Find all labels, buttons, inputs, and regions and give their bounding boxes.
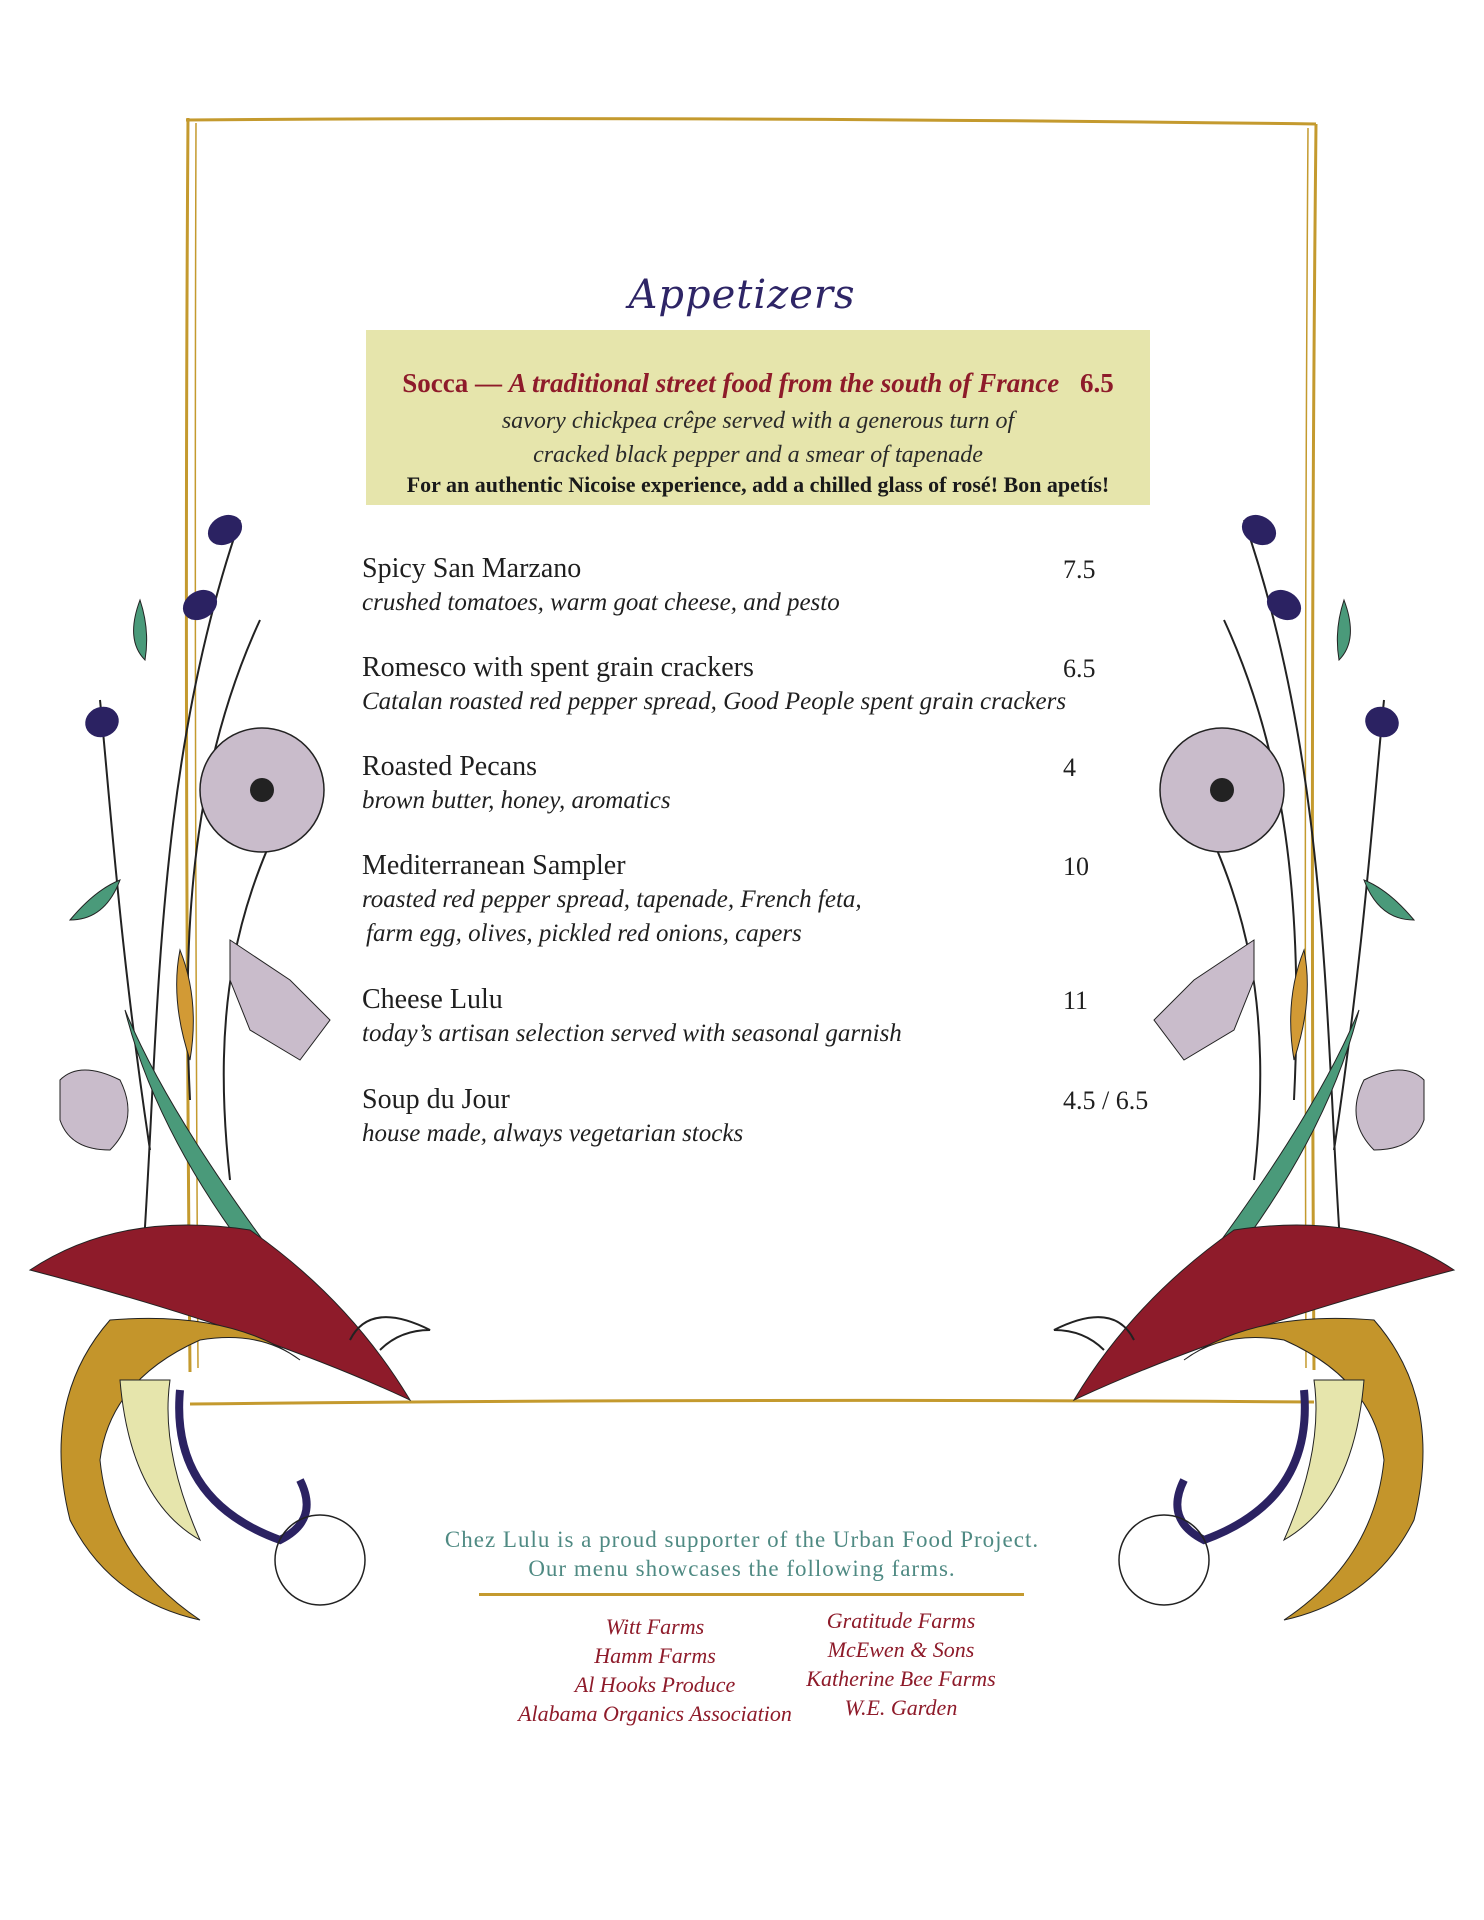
farm-name: Katherine Bee Farms xyxy=(806,1666,996,1691)
menu-item-description: today’s artisan selection served with seasonal garnish xyxy=(362,1020,902,1047)
menu-item-name: Roasted Pecans xyxy=(362,751,537,782)
supporter-statement: Chez Lulu is a proud supporter of the Urban Food Project. xyxy=(444,1527,1040,1552)
menu-item-description: Catalan roasted red pepper spread, Good People spent grain crackers xyxy=(362,688,1067,715)
menu-item-price: 11 xyxy=(1063,986,1089,1015)
menu-item-price: 10 xyxy=(1063,852,1089,881)
farm-name: W.E. Garden xyxy=(844,1695,958,1720)
menu-item-name: Spicy San Marzano xyxy=(362,553,582,584)
menu-item-name: Soup du Jour xyxy=(362,1084,510,1115)
menu-item-price: 4.5 / 6.5 xyxy=(1063,1086,1149,1115)
supporter-statement-2: Our menu showcases the following farms. xyxy=(528,1556,956,1581)
farm-name: Gratitude Farms xyxy=(826,1608,976,1633)
menu-item-price: 4 xyxy=(1063,753,1076,782)
farm-name: Alabama Organics Association xyxy=(518,1701,792,1726)
menu-item-description: brown butter, honey, aromatics xyxy=(362,787,671,814)
farm-name: Hamm Farms xyxy=(594,1643,716,1668)
farm-name: Witt Farms xyxy=(605,1614,705,1639)
menu-item-description: roasted red pepper spread, tapenade, French feta, xyxy=(362,886,862,913)
menu-item-price: 7.5 xyxy=(1063,555,1096,584)
menu-item-description: farm egg, olives, pickled red onions, capers xyxy=(366,920,802,947)
featured-item-name: Socca — xyxy=(402,368,502,398)
featured-item-description-1: savory chickpea crêpe served with a generous turn of xyxy=(501,408,1015,434)
floral-border-right xyxy=(1054,509,1454,1620)
menu-item-name: Cheese Lulu xyxy=(362,984,503,1015)
section-title: Appetizers xyxy=(628,272,856,318)
featured-item-description-2: cracked black pepper and a smear of tapenade xyxy=(533,442,983,468)
menu-item-description: crushed tomatoes, warm goat cheese, and pesto xyxy=(362,589,840,616)
featured-item xyxy=(366,330,1150,505)
farm-list-left xyxy=(505,1614,805,1730)
featured-item-note: For an authentic Nicoise experience, add a chilled glass of rosé! Bon apetís! xyxy=(406,472,1110,497)
featured-item-tagline: A traditional street food from the south of France xyxy=(508,368,1060,398)
menu-item-price: 6.5 xyxy=(1063,654,1096,683)
featured-item-price: 6.5 xyxy=(1080,368,1114,398)
menu-item-name: Romesco with spent grain crackers xyxy=(362,652,754,683)
divider xyxy=(479,1593,1024,1596)
farm-name: Al Hooks Produce xyxy=(574,1672,736,1697)
menu-item-description: house made, always vegetarian stocks xyxy=(362,1120,744,1147)
farm-list-right xyxy=(796,1608,1006,1724)
menu-item-name: Mediterranean Sampler xyxy=(362,850,626,881)
farm-name: McEwen & Sons xyxy=(827,1637,975,1662)
featured-item-heading xyxy=(366,368,1150,399)
